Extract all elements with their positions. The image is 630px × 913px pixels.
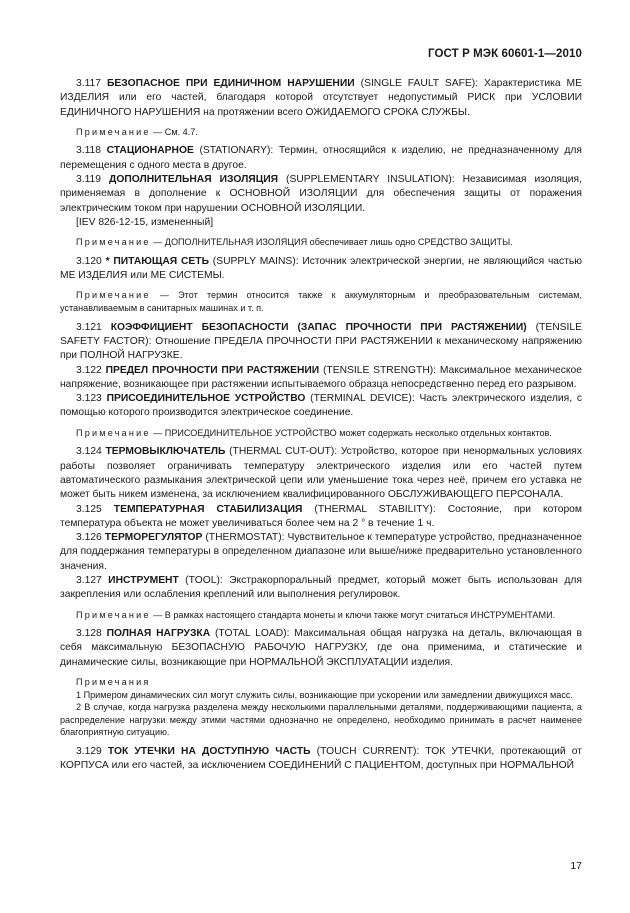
definition-3-122 bbox=[60, 364, 582, 393]
note-text: — См. 4.7. bbox=[150, 126, 198, 137]
term-title: КОЭФФИЦИЕНТ БЕЗОПАСНОСТИ (ЗАПАС ПРОЧНОСТИ ПРИ РАСТЯЖЕНИИ) bbox=[110, 321, 527, 333]
term-title: ТЕМПЕРАТУРНАЯ СТАБИЛИЗАЦИЯ bbox=[113, 503, 303, 515]
definition-3-127 bbox=[60, 574, 582, 603]
entry-number: 3.125 bbox=[76, 503, 102, 515]
entry-number: 3.129 bbox=[76, 746, 102, 758]
term-title: ИНСТРУМЕНТ bbox=[108, 574, 179, 586]
definition-text: (TOTAL LOAD): Максимальная общая нагрузка на деталь, включающая в себя максимальную БЕЗОПАСНУЮ РАБОЧУЮ НАГРУЗКУ, где она применима, и статические и динамические силы, возникающие при НОРМАЛЬНОЙ ЭКСПЛУАТАЦИИ изделия. bbox=[60, 628, 582, 668]
definition-text: (TENSILE STRENGTH): Максимальное механическое напряжение, возникающее при растяжении испытываемого образца непосредственно перед его разрывом. bbox=[60, 364, 582, 390]
definition-3-121 bbox=[60, 321, 582, 364]
definition-3-129 bbox=[60, 745, 582, 774]
note-label: Примечание bbox=[76, 609, 151, 620]
entry-number: 3.128 bbox=[76, 628, 102, 640]
note-text: — ПРИСОЕДИНИТЕЛЬНОЕ УСТРОЙСТВО может содержать несколько отдельных контактов. bbox=[150, 427, 552, 438]
entry-number: 3.123 bbox=[76, 393, 102, 405]
definition-3-124 bbox=[60, 445, 582, 502]
note-3-117 bbox=[60, 126, 582, 139]
entry-number: 3.127 bbox=[76, 574, 102, 586]
note-text: — В рамках настоящего стандарта монеты и ключи также могут считаться ИНСТРУМЕНТАМИ. bbox=[150, 609, 556, 620]
note-3-119 bbox=[60, 236, 582, 249]
entry-number: 3.124 bbox=[76, 446, 102, 458]
document-body bbox=[60, 77, 582, 774]
note-label: Примечание bbox=[76, 237, 151, 248]
definition-3-117 bbox=[60, 77, 582, 120]
entry-number: 3.126 bbox=[76, 532, 102, 544]
term-title: ТЕРМОРЕГУЛЯТОР bbox=[104, 532, 203, 544]
definition-text: (SINGLE FAULT SAFE): Характеристика МЕ ИЗДЕЛИЯ или его частей, благодаря которой отсутствует недопустимый РИСК при УСЛОВИИ ЕДИНИЧНОГО НАРУШЕНИЯ на протяжении всего ОЖИДАЕМОГО СРОКА СЛУЖБЫ. bbox=[60, 78, 582, 118]
definition-text: (THERMAL STABILITY): Состояние, при котором температура объекта не может увеличиваться более чем на 2 ° в течение 1 ч. bbox=[60, 503, 582, 529]
definition-text: (THERMOSTAT): Чувствительное к температуре устройство, предназначенное для поддержания температуры в определенном диапазоне или выше/ниже предварительно установленного значения. bbox=[60, 532, 582, 572]
entry-number: 3.119 bbox=[76, 174, 102, 186]
definition-3-125 bbox=[60, 503, 582, 532]
entry-number: 3.117 bbox=[76, 78, 102, 89]
definition-3-128 bbox=[60, 627, 582, 670]
notes-heading-3-128 bbox=[60, 676, 582, 689]
definition-3-118 bbox=[60, 144, 582, 173]
note-label: Примечание bbox=[76, 290, 151, 301]
entry-number: 3.121 bbox=[76, 321, 102, 333]
note-text: — ДОПОЛНИТЕЛЬНАЯ ИЗОЛЯЦИЯ обеспечивает лишь одно СРЕДСТВО ЗАЩИТЫ. bbox=[150, 237, 513, 248]
note-2-3-128: 2 В случае, когда нагрузка разделена между несколькими параллельными деталями, поддерживающими пациента, а распределение нагрузки между этими частями однозначно не определено, необходимо принимать в расчет наименее благоприятную ситуацию. bbox=[60, 702, 582, 738]
entry-number: 3.118 bbox=[76, 145, 102, 157]
standard-header: ГОСТ Р МЭК 60601-1—2010 bbox=[428, 48, 582, 60]
definition-text: (TOOL): Экстракорпоральный предмет, который может быть использован для закрепления или ослабления креплений или выполнения регулировок. bbox=[60, 574, 582, 601]
definition-text: (TOUCH CURRENT): ТОК УТЕЧКИ, протекающий от КОРПУСА или его частей, за исключением СОЕДИНЕНИЙ С ПАЦИЕНТОМ, доступных при НОРМАЛЬНОЙ bbox=[60, 746, 582, 772]
definition-text: (TERMINAL DEVICE): Часть электрического изделия, с помощью которого производится электрическое соединение. bbox=[60, 393, 582, 419]
term-title: ПРЕДЕЛ ПРОЧНОСТИ ПРИ РАСТЯЖЕНИИ bbox=[105, 364, 320, 376]
term-title: ТОК УТЕЧКИ НА ДОСТУПНУЮ ЧАСТЬ bbox=[107, 746, 311, 758]
term-title: БЕЗОПАСНОЕ ПРИ ЕДИНИЧНОМ НАРУШЕНИИ bbox=[107, 78, 355, 89]
term-title: ТЕРМОВЫКЛЮЧАТЕЛЬ bbox=[105, 446, 226, 458]
term-title: ПОЛНАЯ НАГРУЗКА bbox=[106, 628, 211, 640]
term-title: СТАЦИОНАРНОЕ bbox=[106, 145, 194, 157]
definition-3-126 bbox=[60, 531, 582, 574]
definition-3-123 bbox=[60, 392, 582, 421]
note-text: — Этот термин относится также к аккумуляторным и преобразовательным системам, устанавливаемым в санитарных машинах и т. п. bbox=[60, 290, 582, 314]
note-label: Примечание bbox=[76, 427, 151, 438]
definition-text: (SUPPLEMENTARY INSULATION): Независимая изоляция, применяемая в дополнение к ОСНОВНОЙ ИЗОЛЯЦИИ для обеспечения защиты от поражения электрическим током при нарушении ОСНОВНОЙ ИЗОЛЯЦИИ. bbox=[60, 174, 582, 214]
definition-text: (TENSILE SAFETY FACTOR): Отношение ПРЕДЕЛА ПРОЧНОСТИ ПРИ РАСТЯЖЕНИИ к механическому напряжению при ПОЛНОЙ НАГРУЗКЕ. bbox=[60, 321, 582, 362]
entry-number: 3.122 bbox=[76, 364, 102, 376]
definition-text: (STATIONARY): Термин, относящийся к изделию, не предназначенному для перемещения с одного места в другое. bbox=[60, 145, 582, 171]
definition-text: (THERMAL CUT-OUT): Устройство, которое при ненормальных условиях работы позволяет ограничивать температуру электрического изделия или его частей путем автоматического размыкания электрической цепи или уменьшение тока через неё, причем его уставка не может быть никем изменена, за исключением квалифицированного ОБСЛУЖИВАЮЩЕГО ПЕРСОНАЛА. bbox=[60, 446, 582, 501]
note-label: Примечание bbox=[76, 126, 151, 137]
note-1-3-128: 1 Примером динамических сил могут служить силы, возникающие при ускорении или замедлении движущихся масс. bbox=[76, 689, 573, 700]
entry-number: 3.120 bbox=[76, 255, 102, 267]
definition-3-120 bbox=[60, 255, 582, 284]
term-title: ДОПОЛНИТЕЛЬНАЯ ИЗОЛЯЦИЯ bbox=[109, 174, 279, 186]
term-title: * ПИТАЮЩАЯ СЕТЬ bbox=[105, 255, 209, 267]
page-number: 17 bbox=[570, 860, 582, 872]
note-3-123 bbox=[60, 427, 582, 440]
definition-3-119 bbox=[60, 173, 582, 216]
note-3-120 bbox=[60, 289, 582, 314]
definition-text: (SUPPLY MAINS): Источник электрической энергии, не являющийся частью МЕ ИЗДЕЛИЯ или МЕ СИСТЕМЫ. bbox=[60, 255, 582, 282]
notes-label: Примечания bbox=[76, 677, 151, 688]
reference-3-119: [IEV 826-12-15, измененный] bbox=[76, 216, 214, 228]
term-title: ПРИСОЕДИНИТЕЛЬНОЕ УСТРОЙСТВО bbox=[106, 393, 306, 405]
note-3-127 bbox=[60, 609, 582, 622]
